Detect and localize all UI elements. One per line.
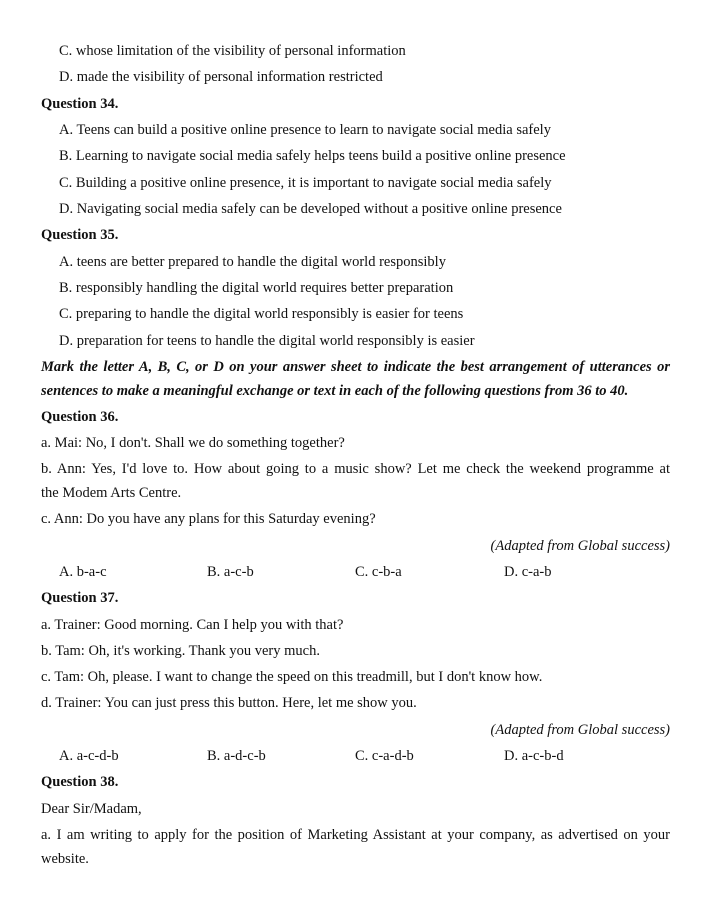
q37-options bbox=[59, 747, 659, 765]
q36-utterance-c: c. Ann: Do you have any plans for this Saturday evening? bbox=[41, 511, 376, 527]
q38-greeting: Dear Sir/Madam, bbox=[41, 801, 142, 817]
q34-option-a: A. Teens can build a positive online presence to learn to navigate social media safely bbox=[59, 122, 551, 138]
q36-option-c: C. c-b-a bbox=[355, 564, 402, 580]
q36-options bbox=[59, 563, 659, 581]
question-37-title: Question 37. bbox=[41, 590, 119, 606]
q37-utterance-b: b. Tam: Oh, it's working. Thank you very much. bbox=[41, 643, 320, 659]
question-35-title: Question 35. bbox=[41, 227, 119, 243]
q36-utterance-b-line-2: the Modem Arts Centre. bbox=[41, 485, 182, 501]
q37-utterance-c: c. Tam: Oh, please. I want to change the speed on this treadmill, but I don't know how. bbox=[41, 669, 543, 685]
q38-sentence-a-line-2: website. bbox=[41, 851, 89, 867]
q36-option-b: B. a-c-b bbox=[207, 564, 254, 580]
question-38-title: Question 38. bbox=[41, 774, 119, 790]
q37-option-d: D. a-c-b-d bbox=[504, 748, 564, 764]
q34-option-b: B. Learning to navigate social media safely helps teens build a positive online presence bbox=[59, 148, 566, 164]
q36-utterance-b-line-1: b. Ann: Yes, I'd love to. How about going to a music show? Let me check the weekend programme at bbox=[41, 461, 670, 477]
q33-option-d: D. made the visibility of personal information restricted bbox=[59, 69, 383, 85]
q38-sentence-a-line-1: a. I am writing to apply for the position of Marketing Assistant at your company, as advertised on your bbox=[41, 827, 670, 843]
q35-option-b: B. responsibly handling the digital world requires better preparation bbox=[59, 280, 454, 296]
q36-utterance-a: a. Mai: No, I don't. Shall we do something together? bbox=[41, 435, 345, 451]
question-34-title: Question 34. bbox=[41, 96, 119, 112]
q37-source: (Adapted from Global success) bbox=[490, 722, 670, 738]
q34-option-c: C. Building a positive online presence, it is important to navigate social media safely bbox=[59, 175, 552, 191]
q35-option-a: A. teens are better prepared to handle the digital world responsibly bbox=[59, 254, 446, 270]
q36-option-d: D. c-a-b bbox=[504, 564, 552, 580]
q34-option-d: D. Navigating social media safely can be developed without a positive online presence bbox=[59, 201, 562, 217]
question-36-title: Question 36. bbox=[41, 409, 119, 425]
q37-option-b: B. a-d-c-b bbox=[207, 748, 266, 764]
q35-option-d: D. preparation for teens to handle the digital world responsibly is easier bbox=[59, 333, 475, 349]
q37-utterance-d: d. Trainer: You can just press this button. Here, let me show you. bbox=[41, 695, 417, 711]
q33-option-c: C. whose limitation of the visibility of personal information bbox=[59, 43, 406, 59]
q37-option-a: A. a-c-d-b bbox=[59, 748, 119, 764]
instruction-line-2: sentences to make a meaningful exchange or text in each of the following questions from 36 to 40. bbox=[41, 383, 629, 399]
q35-option-c: C. preparing to handle the digital world responsibly is easier for teens bbox=[59, 306, 464, 322]
instruction-line-1: Mark the letter A, B, C, or D on your answer sheet to indicate the best arrangement of utterances or bbox=[41, 359, 670, 375]
q36-option-a: A. b-a-c bbox=[59, 564, 107, 580]
q37-option-c: C. c-a-d-b bbox=[355, 748, 414, 764]
q37-utterance-a: a. Trainer: Good morning. Can I help you with that? bbox=[41, 617, 344, 633]
q36-source: (Adapted from Global success) bbox=[490, 538, 670, 554]
